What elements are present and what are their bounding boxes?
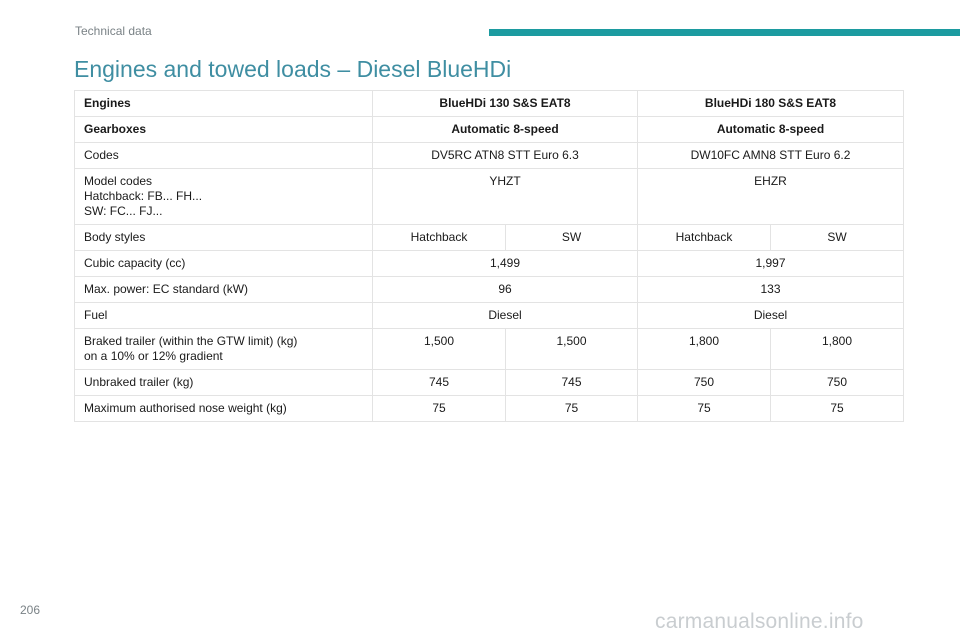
table-row-max-power [75,277,904,303]
row-label: Max. power: EC standard (kW) [75,277,373,303]
table-cell: YHZT [373,169,638,225]
row-label: Cubic capacity (cc) [75,251,373,277]
row-label [75,329,373,370]
row-label-line: Model codes [84,174,153,188]
row-label: Fuel [75,303,373,329]
page-title: Engines and towed loads – Diesel BlueHDi [74,56,512,82]
row-label-line: SW: FC... FJ... [84,204,163,218]
table-cell: 1,500 [506,329,638,370]
table-cell: 96 [373,277,638,303]
table-cell: 133 [638,277,904,303]
table-cell: 1,500 [373,329,506,370]
table-cell: 75 [373,396,506,422]
table-cell: Diesel [373,303,638,329]
table-cell: 75 [506,396,638,422]
table-cell: 745 [506,370,638,396]
table-row-body-styles [75,225,904,251]
table-cell: EHZR [638,169,904,225]
table-row-engines [75,91,904,117]
table-cell: 75 [771,396,904,422]
row-label-line: Hatchback: FB... FH... [84,189,203,203]
table-row-model-codes [75,169,904,225]
table-row-nose-weight [75,396,904,422]
table-cell: Hatchback [373,225,506,251]
table-row-braked-trailer [75,329,904,370]
table-row-gearboxes [75,117,904,143]
row-label: Codes [75,143,373,169]
table-row-cubic-capacity [75,251,904,277]
table-cell: Automatic 8-speed [638,117,904,143]
table-cell: 75 [638,396,771,422]
row-label: Maximum authorised nose weight (kg) [75,396,373,422]
watermark: carmanualsonline.info [655,610,864,633]
header-accent-bar [489,29,960,36]
table-cell: Automatic 8-speed [373,117,638,143]
row-label-line: on a 10% or 12% gradient [84,349,223,363]
table-cell: BlueHDi 130 S&S EAT8 [373,91,638,117]
table-cell: SW [506,225,638,251]
table-cell: BlueHDi 180 S&S EAT8 [638,91,904,117]
table-cell: 1,800 [771,329,904,370]
table-cell: SW [771,225,904,251]
table-cell: DW10FC AMN8 STT Euro 6.2 [638,143,904,169]
section-label: Technical data [75,24,152,38]
table-cell: Diesel [638,303,904,329]
table-row-fuel [75,303,904,329]
page-number: 206 [20,603,41,617]
table-cell: 750 [638,370,771,396]
row-label: Gearboxes [75,117,373,143]
table-cell: DV5RC ATN8 STT Euro 6.3 [373,143,638,169]
engine-spec-table [74,90,904,422]
table-cell: 1,800 [638,329,771,370]
table-cell: 1,997 [638,251,904,277]
row-label: Unbraked trailer (kg) [75,370,373,396]
row-label: Engines [75,91,373,117]
table-row-codes [75,143,904,169]
row-label: Body styles [75,225,373,251]
table-row-unbraked-trailer [75,370,904,396]
table-cell: 750 [771,370,904,396]
table-cell: 1,499 [373,251,638,277]
row-label-line: Braked trailer (within the GTW limit) (kg) [84,334,298,348]
table-cell: 745 [373,370,506,396]
table-cell: Hatchback [638,225,771,251]
row-label [75,169,373,225]
